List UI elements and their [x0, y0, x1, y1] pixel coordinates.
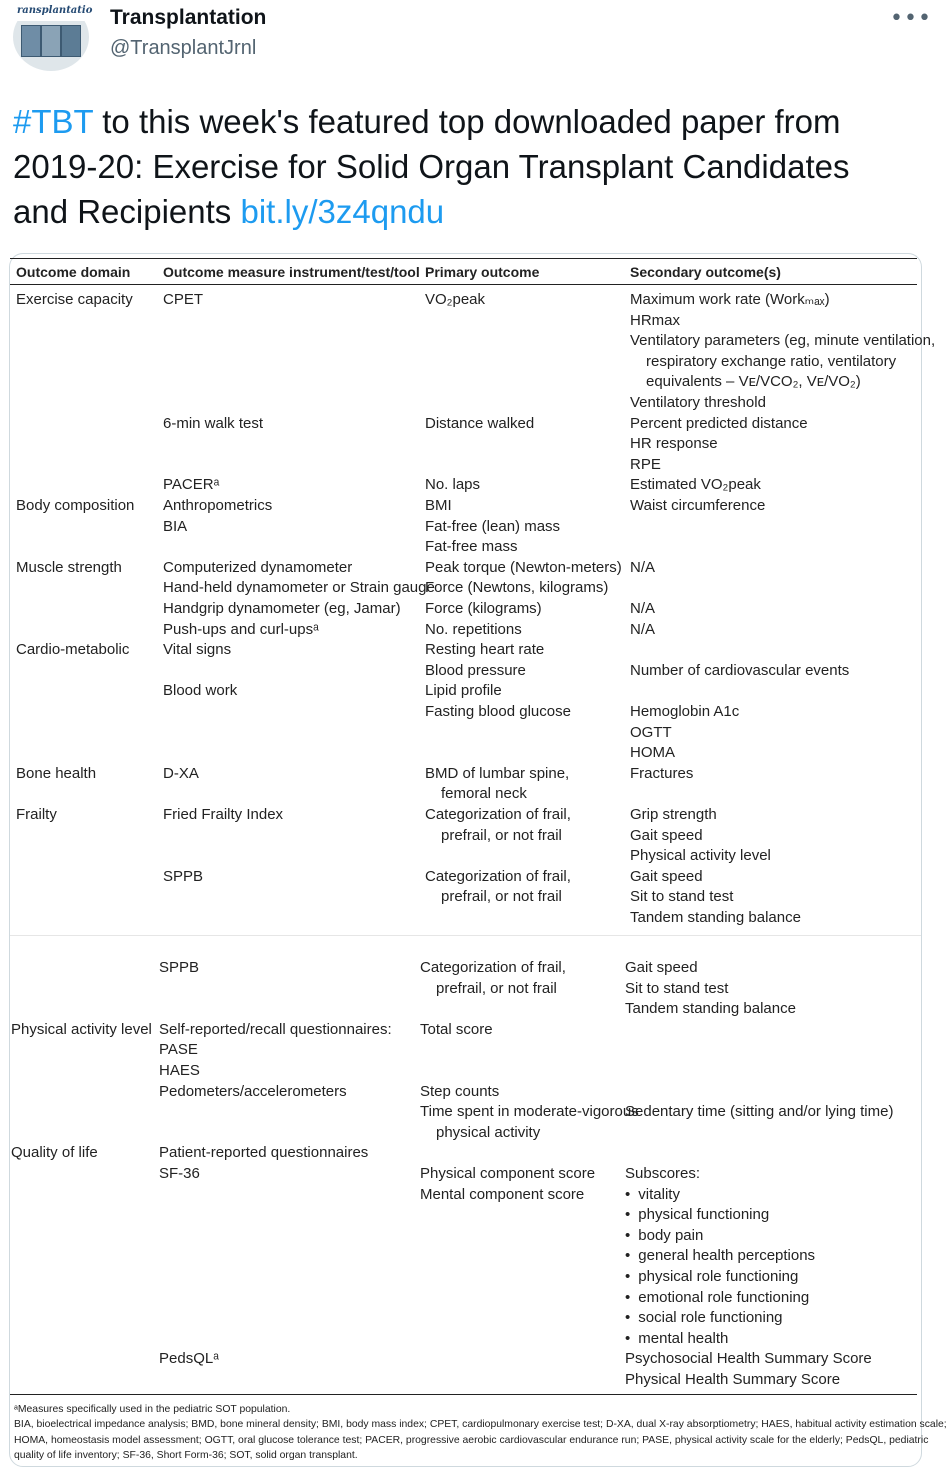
image-split-divider	[10, 935, 921, 948]
table-cell: SPPB	[159, 959, 200, 976]
journal-cover-image	[61, 25, 81, 57]
table-header-rule	[10, 284, 917, 285]
tweet-media-image[interactable]	[9, 253, 947, 1467]
table-cell: • physical functioning	[625, 1205, 769, 1226]
table-cell: Vital signs	[163, 641, 232, 659]
avatar-logo: ransplantatio	[17, 5, 93, 16]
avatar[interactable]	[13, 3, 93, 71]
table-cell: Physical activity level	[630, 847, 771, 865]
table-cell: SF-36	[159, 1165, 200, 1182]
author-handle[interactable]: @TransplantJrnl	[110, 37, 257, 59]
journal-cover-image	[21, 25, 41, 57]
table-cell: N/A	[630, 558, 656, 576]
table-cell: Blood pressure	[425, 661, 526, 679]
table-cell: Percent predicted distance	[630, 414, 808, 432]
table-cell: BIA	[163, 517, 188, 535]
table-cell: prefrail, or not frail	[441, 826, 562, 844]
table-cell: Peak torque (Newton-meters)	[425, 558, 622, 576]
table-cell: prefrail, or not frail	[436, 979, 557, 997]
table-cell: equivalents – Vᴇ/VCO₂, Vᴇ/VO₂)	[646, 373, 861, 391]
table-cell: Gait speed	[630, 867, 703, 885]
table-cell: Hemoglobin A1c	[630, 703, 740, 720]
table-cell: HAES	[159, 1062, 200, 1079]
table-cell: HR response	[630, 435, 718, 453]
table-cell: Tandem standing balance	[630, 909, 801, 926]
table-cell: BMI	[425, 497, 452, 514]
table-cell: Sedentary time (sitting and/or lying time)	[625, 1103, 894, 1121]
author-name[interactable]: Transplantation	[110, 6, 267, 29]
table-cell: Muscle strength	[16, 558, 122, 576]
table-footnote: HOMA, homeostasis model assessment; OGTT, oral glucose tolerance test; PACER, progressive aerobic cardiovascular endurance run; PASE, physical activity scale for the elderly; PedsQL, pediatric	[14, 1434, 929, 1446]
table-cell: Physical Health Summary Score	[625, 1371, 841, 1388]
table-cell: No. repetitions	[425, 620, 522, 638]
table-cell: • vitality	[625, 1185, 680, 1206]
url-link[interactable]: bit.ly/3z4qndu	[240, 193, 445, 230]
table-cell: Patient-reported questionnaires	[159, 1144, 369, 1162]
table-cell: VO₂peak	[425, 291, 486, 308]
table-header: Primary outcome	[425, 264, 540, 280]
table-cell: Bone health	[16, 764, 97, 782]
table-cell: Hand-held dynamometer or Strain gauge	[163, 579, 435, 597]
table-cell: Distance walked	[425, 414, 535, 432]
table-cell: respiratory exchange ratio, ventilatory	[646, 352, 897, 370]
table-cell: Number of cardiovascular events	[630, 661, 850, 679]
table-cell: Push-ups and curl-upsᵃ	[163, 620, 319, 638]
hashtag-link[interactable]: #TBT	[13, 103, 94, 140]
table-cell: CPET	[163, 291, 204, 308]
table-bottom-rule	[10, 1394, 917, 1395]
table-cell: Pedometers/accelerometers	[159, 1082, 347, 1100]
table-cell: Handgrip dynamometer (eg, Jamar)	[163, 600, 401, 617]
table-cell: Subscores:	[625, 1165, 701, 1182]
table-top-rule	[10, 258, 917, 259]
table-cell: • mental health	[625, 1329, 728, 1350]
table-cell: Ventilatory threshold	[630, 394, 766, 411]
table-cell: D-XA	[163, 764, 199, 782]
table-cell: N/A	[630, 620, 656, 638]
table-cell: Anthropometrics	[163, 497, 273, 514]
table-cell: Sit to stand test	[630, 888, 734, 906]
table-cell: femoral neck	[441, 785, 527, 803]
tweet-body: to this week's featured top downloaded paper from 2019-20: Exercise for Solid Organ Transplant Candidates and Recipients	[13, 103, 850, 230]
table-cell: Time spent in moderate-vigorous	[420, 1103, 639, 1121]
table-cell: Fasting blood glucose	[425, 703, 571, 720]
table-cell: Fried Frailty Index	[163, 806, 284, 823]
table-cell: Self-reported/recall questionnaires:	[159, 1020, 392, 1038]
table-cell: Total score	[420, 1020, 493, 1038]
table-cell: • emotional role functioning	[625, 1288, 809, 1309]
table-cell: • body pain	[625, 1226, 703, 1247]
table-cell: Quality of life	[11, 1144, 98, 1162]
table-cell: HOMA	[630, 744, 675, 762]
table-cell: Sit to stand test	[625, 979, 729, 997]
table-cell: Fat-free (lean) mass	[425, 517, 561, 535]
table-cell: 6-min walk test	[163, 414, 264, 432]
outcome-table	[10, 254, 947, 1466]
table-cell: PACERᵃ	[163, 476, 220, 494]
table-cell: Computerized dynamometer	[163, 558, 353, 576]
table-cell: • social role functioning	[625, 1308, 783, 1329]
table-cell: PASE	[159, 1041, 198, 1059]
table-cell: Force (kilograms)	[425, 600, 542, 617]
table-cell: Fractures	[630, 764, 694, 782]
table-cell: BMD of lumbar spine,	[425, 764, 570, 782]
table-cell: Psychosocial Health Summary Score	[625, 1350, 872, 1368]
table-cell: SPPB	[163, 867, 204, 885]
table-cell: HRmax	[630, 311, 681, 329]
table-cell: Lipid profile	[425, 682, 502, 700]
table-cell: Body composition	[16, 497, 135, 514]
table-cell: Ventilatory parameters (eg, minute ventilation,	[630, 332, 936, 350]
journal-cover-image	[41, 25, 61, 57]
table-cell: Step counts	[420, 1082, 500, 1100]
table-cell: physical activity	[436, 1123, 541, 1141]
table-cell: Cardio-metabolic	[16, 641, 130, 659]
table-cell: • general health perceptions	[625, 1246, 815, 1267]
table-footnote: quality of life inventory; SF-36, Short Form-36; SOT, solid organ transplant.	[14, 1450, 358, 1462]
table-cell: N/A	[630, 600, 656, 617]
table-header: Outcome measure instrument/test/tool	[163, 264, 420, 280]
table-header: Secondary outcome(s)	[630, 264, 781, 280]
table-cell: No. laps	[425, 476, 481, 494]
table-cell: Blood work	[163, 682, 238, 700]
table-cell: Physical activity level	[11, 1020, 152, 1038]
table-cell: Categorization of frail,	[420, 959, 566, 976]
tweet-text	[13, 99, 903, 234]
table-cell: prefrail, or not frail	[441, 888, 562, 906]
table-cell: Resting heart rate	[425, 641, 545, 659]
table-cell: Categorization of frail,	[425, 806, 571, 823]
table-cell: Maximum work rate (Workₘₐₓ)	[630, 291, 830, 308]
more-horizontal-icon[interactable]: •••	[890, 6, 932, 31]
table-cell: Exercise capacity	[16, 291, 133, 308]
table-cell: Mental component score	[420, 1185, 585, 1203]
table-cell: • physical role functioning	[625, 1267, 798, 1288]
table-footnote: BIA, bioelectrical impedance analysis; BMD, bone mineral density; BMI, body mass index; CPET, cardiopulmonary exercise test; D-XA, dual X-ray absorptiometry; HAES, habitual activity estimation scale;	[14, 1419, 947, 1431]
table-footnote: ᵃMeasures specifically used in the pediatric SOT population.	[14, 1404, 291, 1415]
table-cell: OGTT	[630, 723, 672, 741]
table-cell: Gait speed	[630, 826, 703, 844]
table-cell: RPE	[630, 455, 661, 473]
table-cell: Waist circumference	[630, 497, 766, 514]
table-cell: Force (Newtons, kilograms)	[425, 579, 609, 597]
table-cell: Fat-free mass	[425, 538, 518, 556]
table-header: Outcome domain	[16, 264, 131, 280]
table-cell: Categorization of frail,	[425, 867, 571, 885]
table-cell: Grip strength	[630, 806, 717, 823]
table-cell: Gait speed	[625, 959, 698, 976]
table-cell: Estimated VO₂peak	[630, 476, 761, 494]
table-cell: Physical component score	[420, 1165, 596, 1182]
table-cell: Tandem standing balance	[625, 1000, 796, 1018]
table-cell: PedsQLᵃ	[159, 1350, 219, 1368]
table-cell: Frailty	[16, 806, 57, 823]
